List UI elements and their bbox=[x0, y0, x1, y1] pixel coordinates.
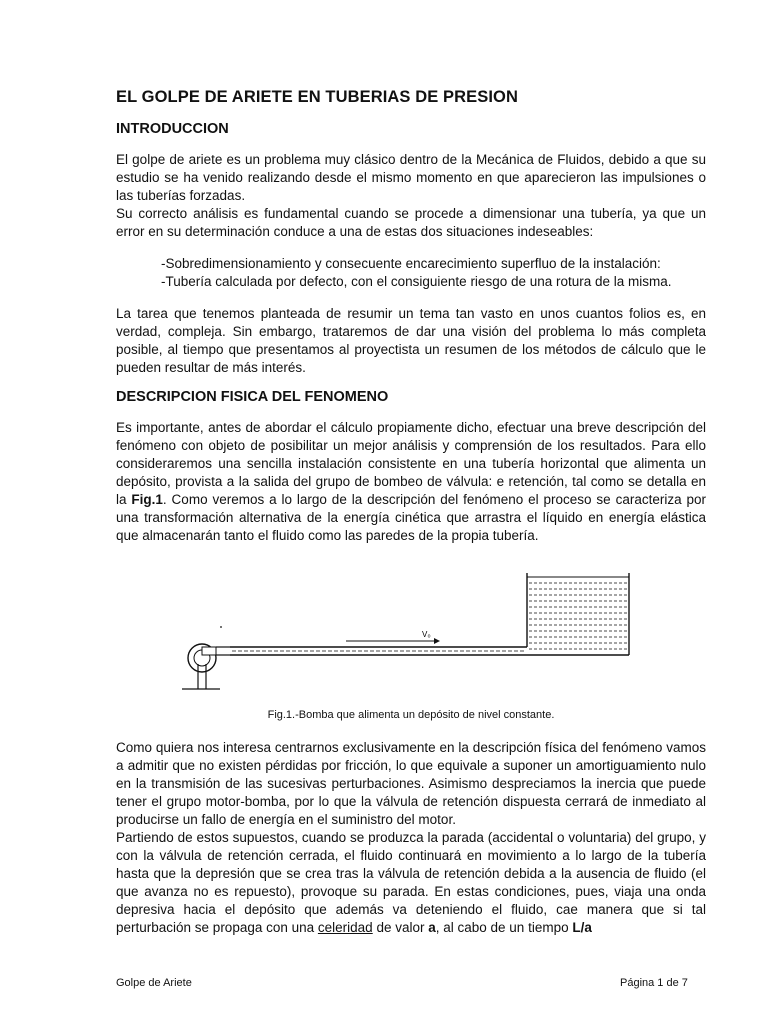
paragraph-desc-1 bbox=[116, 419, 706, 545]
paragraph-desc-2: Como quiera nos interesa centrarnos exclusivamente en la descripción física del fenómeno vamos a admitir que no existen pérdidas por fricción, lo que equivale a suponer un amortiguamiento nulo en la transmisión de las sucesivas perturbaciones. Asimismo despreciamos la inercia que puede tener el grupo motor-bomba, por lo que la válvula de retención dispuesta cerrará de inmediato al producirse un fallo de energía en el suministro del motor. bbox=[116, 740, 706, 827]
figure-caption: Fig.1.-Bomba que alimenta un depósito de nivel constante. bbox=[267, 709, 555, 721]
figure-dot bbox=[220, 626, 222, 628]
figure-diagram bbox=[116, 565, 706, 705]
figure-pump-pipe-tank bbox=[116, 565, 706, 705]
section-heading-introduccion: INTRODUCCION bbox=[116, 121, 229, 137]
paragraph-intro-3: La tarea que tenemos planteada de resumir un tema tan vasto en unos cuantos folios es, en verdad, compleja. Sin embargo, trataremos de dar una visión del problema lo más completa posible, al tiempo que presentamos al proyectista un resumen de los métodos de cálculo que le pueden resultar de más interés. bbox=[116, 306, 706, 375]
paragraph-desc-1-part-a: Es importante, antes de abordar el cálculo propiamente dicho, efectuar una breve descripción del fenómeno con objeto de posibilitar un mejor análisis y comprensión de los resultados. Para ello consideraremos una sencilla instalación consistente en una tubería horizontal que alimenta un depósito, provista a la salida del grupo de bombeo de válvula: e retención, tal como se detalla en la bbox=[116, 420, 706, 507]
document-title: EL GOLPE DE ARIETE EN TUBERIAS DE PRESION bbox=[116, 88, 518, 106]
footer-page-number: Página 1 de 7 bbox=[620, 977, 688, 989]
footer-document-name: Golpe de Ariete bbox=[116, 977, 192, 989]
figure-label-v0: V₀ bbox=[422, 630, 431, 639]
term-celeridad: celeridad bbox=[317, 920, 373, 935]
document-page bbox=[116, 88, 706, 937]
paragraph-desc-3-part-c: , al cabo de un tiempo bbox=[435, 920, 573, 935]
section-heading-descripcion: DESCRIPCION FISICA DEL FENOMENO bbox=[116, 389, 389, 405]
paragraph-desc-3 bbox=[116, 829, 706, 937]
figure-reference: Fig.1 bbox=[131, 492, 163, 507]
pump bbox=[182, 644, 230, 689]
paragraph-desc-1-part-b: . Como veremos a lo largo de la descripción del fenómeno el proceso se caracteriza por una transformación alternativa de la energía cinética que arrastra el líquido en energía elástica que almacenarán tanto el fluido como las paredes de la propia tubería. bbox=[116, 492, 706, 543]
paragraph-desc-3-part-a: Partiendo de estos supuestos, cuando se produzca la parada (accidental o voluntaria) del grupo, y con la válvula de retención cerrada, el fluido continuará en movimiento a lo largo de la tubería hasta que la depresión que se crea tras la válvula de retención debida a la ausencia de fluido (el que avanza no es repuesto), provoque su parada. En estas condiciones, pues, viaja una onda depresiva hacia el depósito que además va deteniendo el fluido, cae manera que si tal perturbación se propaga con una bbox=[116, 830, 706, 935]
tank bbox=[527, 573, 629, 655]
bullet-item-1: -Sobredimensionamiento y consecuente encarecimiento superfluo de la instalación: bbox=[161, 256, 661, 271]
symbol-l-over-a: L/a bbox=[572, 920, 592, 935]
pipe bbox=[230, 647, 527, 655]
bullet-item-2: -Tubería calculada por defecto, con el consiguiente riesgo de una rotura de la misma. bbox=[161, 274, 672, 289]
paragraph-desc-3-part-b: de valor bbox=[372, 920, 429, 935]
bullet-list bbox=[116, 255, 706, 291]
paragraph-intro-2: Su correcto análisis es fundamental cuando se procede a dimensionar una tubería, ya que un error en su determinación conduce a una de estas dos situaciones indeseables: bbox=[116, 206, 706, 239]
symbol-a: a bbox=[428, 920, 436, 935]
paragraph-intro-1: El golpe de ariete es un problema muy clásico dentro de la Mecánica de Fluidos, debido a que su estudio se ha venido realizando desde el mismo momento en que aparecieron las impulsiones o las tuberías forzadas. bbox=[116, 152, 706, 203]
